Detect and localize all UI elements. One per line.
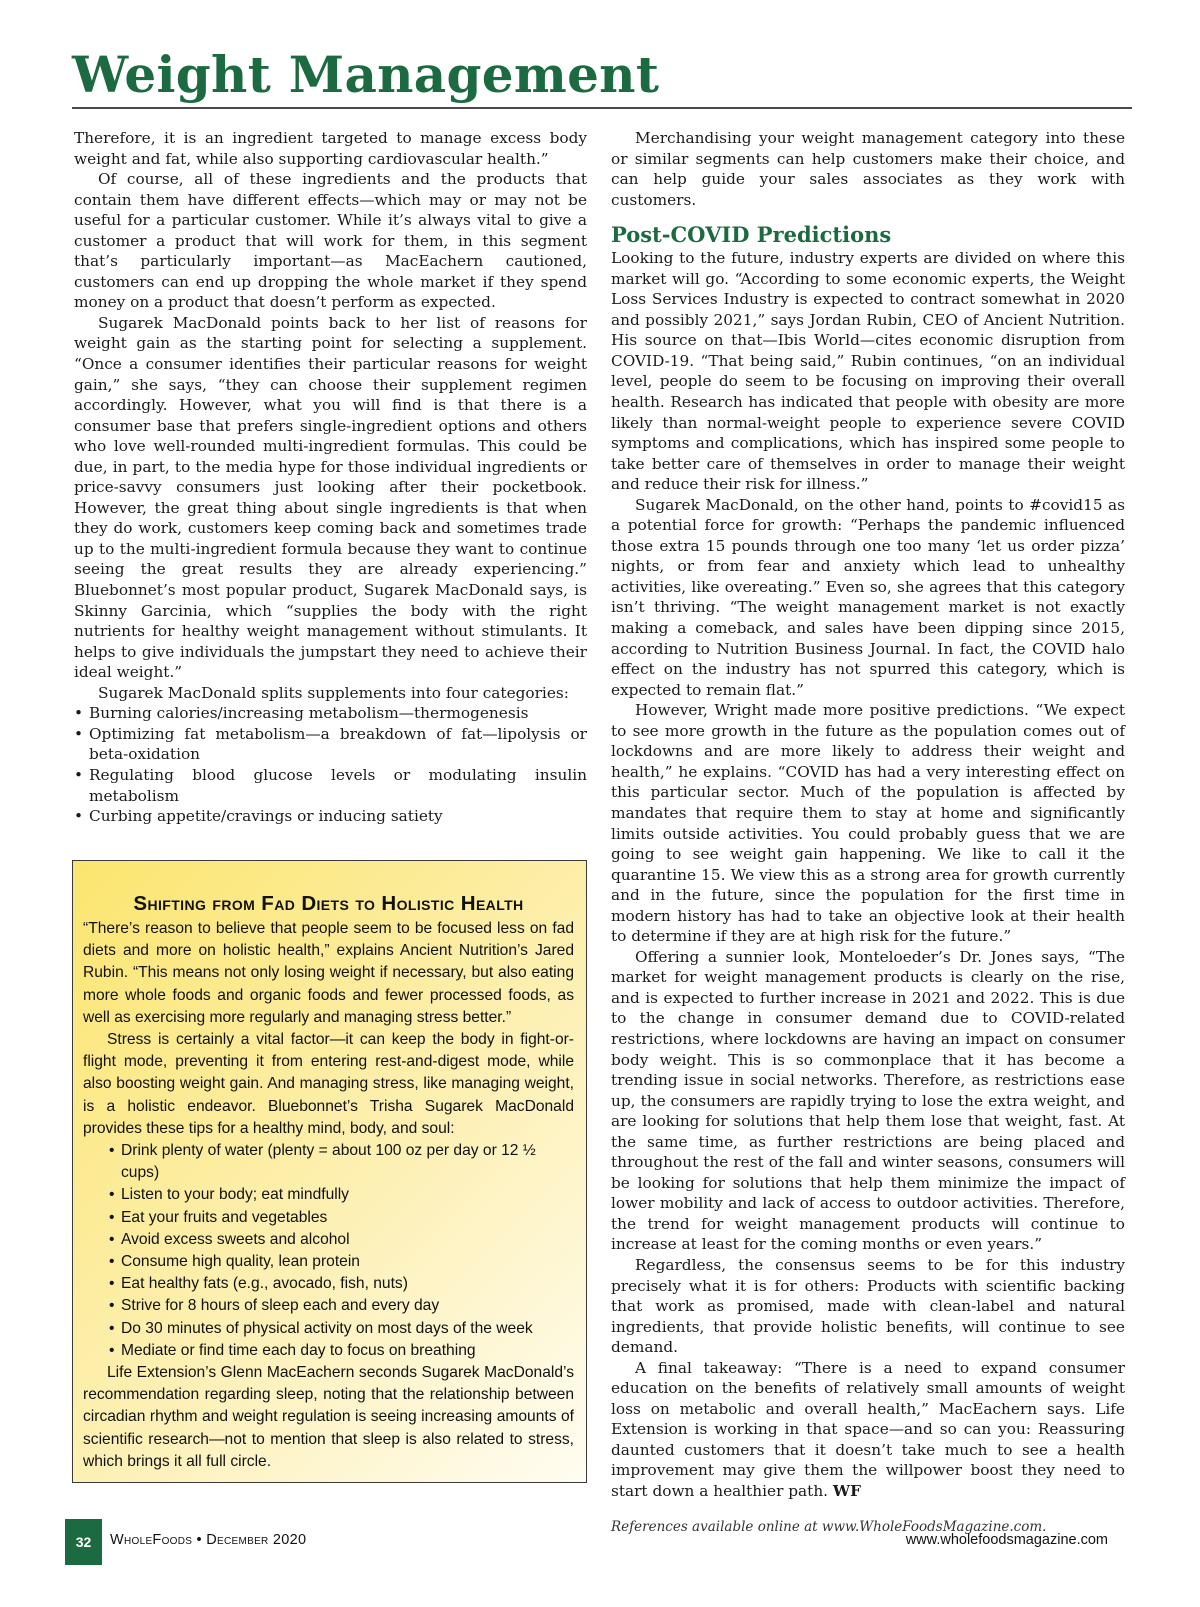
body-paragraph: Offering a sunnier look, Monteloeder’s Dr. Jones says, “The market for weight management products is clearly on the rise, and is expected to further increase in 2021 and 2022. This is due to the change in consumer demand due to COVID-related restrictions, where lockdowns are having an impact on consumer body weight. This is so commonplace that it has become a trending issue in social networks. Therefore, as restrictions ease up, the consumers are rapidly trying to lose the extra weight, and are looking for solutions that help them lose that weight, fast. At the same time, as further restrictions are being placed and throughout the rest of the fall and winter seasons, consumers will be looking for solutions that help them minimize the impact of lower mobility and lack of access to outdoor activities. Therefore, the trend for weight management products will continue to increase at least for the coming months or even years.” bbox=[611, 947, 1125, 1254]
body-paragraph: Regardless, the consensus seems to be for this industry precisely what it is for others: Products with scientific backing that work as promised, made with clean-label and natural ingredients, that provide holistic benefits, will continue to see demand. bbox=[611, 1255, 1125, 1357]
bullet-icon: • bbox=[109, 1319, 115, 1337]
section-heading: Post-COVID Predictions bbox=[611, 222, 892, 248]
bullet-icon: • bbox=[109, 1297, 115, 1315]
body-paragraph: Sugarek MacDonald points back to her list of reasons for weight gain as the starting point for selecting a supplement. “Once a consumer identifies their particular reasons for weight gain,” she says, “they can choose their supplement regimen accordingly. However, what you will find is that there is a consumer base that prefers single-ingredient options and others who love well-rounded multi-ingredient formulas. This could be due, in part, to the media hype for those individual ingredients or price-savvy consumers just looking after their pocketbook. However, the great thing about single ingredients is that when they do work, customers keep coming back and sometimes trade up to the multi-ingredient formula because they want to continue seeing the great results they are already experiencing.” Bluebonnet’s most popular product, Sugarek MacDonald says, is Skinny Garcinia, which “supplies the body with the right nutrients for healthy weight management without stimulants. It helps to give individuals the jumpstart they need to achieve their ideal weight.” bbox=[74, 313, 587, 682]
bullet-icon: • bbox=[109, 1275, 115, 1293]
final-paragraph-text: A final takeaway: “There is a need to expand consumer education on the benefits of relatively small amounts of weight loss on metabolic and overall health,” MacEachern says. Life Extension is working in that space—and so can you: Reassuring daunted customers that it doesn’t take much to see a health improvement may give them the willpower boost they need to start down a healthier path. bbox=[611, 1358, 1125, 1500]
bullet-icon: • bbox=[109, 1341, 115, 1359]
supplement-categories-list bbox=[74, 703, 587, 826]
list-item: • Avoid excess sweets and alcohol bbox=[109, 1229, 574, 1251]
body-paragraph: Therefore, it is an ingredient targeted to manage excess body weight and fat, while also supporting cardiovascular health.” bbox=[74, 129, 587, 168]
bullet-icon: • bbox=[109, 1230, 115, 1248]
sidebar-paragraph: “There’s reason to believe that people seem to be focused less on fad diets and more on holistic health,” explains Ancient Nutrition’s Jared Rubin. “This means not only losing weight if necessary, but also eating more whole foods and organic foods and fewer processed foods, as well as exercising more regularly and managing stress better.” bbox=[83, 920, 574, 1026]
bullet-icon: • bbox=[109, 1142, 115, 1160]
bullet-icon: • bbox=[74, 724, 84, 743]
body-paragraph: Sugarek MacDonald splits supplements into four categories: bbox=[98, 683, 569, 702]
bullet-icon: • bbox=[74, 704, 84, 723]
list-item: • Burning calories/increasing metabolism—thermogenesis bbox=[74, 704, 529, 723]
list-item: • Eat healthy fats (e.g., avocado, fish, nuts) bbox=[109, 1273, 574, 1295]
end-mark: WF bbox=[832, 1482, 861, 1500]
body-paragraph: However, Wright made more positive predictions. “We expect to see more growth in the future as the population comes out of lockdowns and are more likely to address their weight and health,” he explains. “COVID has had a very interesting effect on this particular sector. Much of the population is affected by mandates that require them to stay at home and significantly limits outside activities. You could probably guess that we are going to see weight gain happening. We like to call it the quarantine 15. We view this as a strong area for growth currently and in the future, since the population for the first time in modern history has had to take an objective look at their health to determine if they are at high risk for the future.” bbox=[611, 701, 1125, 946]
page-title: Weight Management bbox=[72, 45, 660, 104]
bullet-icon: • bbox=[109, 1253, 115, 1271]
sidebar-paragraph: Life Extension’s Glenn MacEachern seconds Sugarek MacDonald’s recommendation regarding sleep, noting that the relationship between circadian rhythm and weight regulation is seeing increasing amounts of scientific research—not to mention that sleep is also related to stress, which brings it all full circle. bbox=[83, 1364, 574, 1470]
bullet-icon: • bbox=[109, 1208, 115, 1226]
left-column bbox=[74, 128, 587, 827]
list-item: • Curbing appetite/cravings or inducing satiety bbox=[74, 807, 443, 826]
list-item: • Listen to your body; eat mindfully bbox=[109, 1184, 574, 1206]
list-item: • Optimizing fat metabolism—a breakdown of fat—lipolysis or beta-oxidation bbox=[74, 724, 587, 764]
sidebar-paragraph: Stress is certainly a vital factor—it can keep the body in fight-or-flight mode, preventing it from entering rest-and-digest mode, while also boosting weight gain. And managing stress, like managing weight, is a holistic endeavor. Bluebonnet’s Trisha Sugarek MacDonald provides these tips for a healthy mind, body, and soul: bbox=[83, 1031, 574, 1137]
body-paragraph bbox=[611, 1358, 1125, 1502]
right-column bbox=[611, 128, 1125, 1537]
bullet-icon: • bbox=[74, 807, 84, 826]
page-number: 32 bbox=[65, 1519, 102, 1565]
references-note: References available online at www.WholeFoodsMagazine.com. bbox=[611, 1518, 1047, 1535]
list-item: • Eat your fruits and vegetables bbox=[109, 1207, 574, 1229]
sidebar-box bbox=[72, 860, 587, 1483]
body-paragraph: Merchandising your weight management category into these or similar segments can help customers make their choice, and can help guide your sales associates as they work with customers. bbox=[611, 129, 1125, 209]
bullet-icon: • bbox=[109, 1186, 115, 1204]
bullet-icon: • bbox=[74, 765, 84, 784]
tips-list bbox=[83, 1140, 574, 1362]
list-item: • Regulating blood glucose levels or modulating insulin metabolism bbox=[74, 765, 587, 805]
list-item: • Do 30 minutes of physical activity on most days of the week bbox=[109, 1318, 574, 1340]
list-item: • Mediate or find time each day to focus on breathing bbox=[109, 1340, 574, 1362]
body-paragraph: Sugarek MacDonald, on the other hand, points to #covid15 as a potential force for growth: “Perhaps the pandemic influenced those extra 15 pounds through one too many ‘let us order pizza’ nights, or from fear and anxiety which lead to unhealthy activities, like overeating.” Even so, she agrees that this category isn’t thriving. “The weight management market is not exactly making a comeback, and sales have been dipping since 2015, according to Nutrition Business Journal. In fact, the COVID halo effect on the industry has not spurred this category, which is expected to remain flat.” bbox=[611, 495, 1125, 699]
list-item: • Consume high quality, lean protein bbox=[109, 1251, 574, 1273]
magazine-issue: WholeFoods • December 2020 bbox=[110, 1532, 307, 1548]
body-paragraph: Of course, all of these ingredients and the products that contain them have different effects—which may or may not be useful for a particular customer. While it’s always vital to give a customer a product that will work for them, in this segment that’s particularly important—as MacEachern cautioned, customers can end up dropping the whole market if they spend money on a product that doesn’t perform as expected. bbox=[74, 170, 587, 312]
body-paragraph: Looking to the future, industry experts are divided on where this market will go. “According to some economic experts, the Weight Loss Services Industry is expected to contract somewhat in 2020 and possibly 2021,” says Jordan Rubin, CEO of Ancient Nutrition. His source on that—Ibis World—cites economic disruption from COVID-19. “That being said,” Rubin continues, “on an individual level, people do seem to be focusing on improving their overall health. Research has indicated that people with obesity are more likely than normal-weight people to experience severe COVID symptoms and complications, which has inspired some people to take better care of themselves in order to manage their weight and reduce their risk for illness.” bbox=[611, 249, 1125, 494]
list-item: • Strive for 8 hours of sleep each and every day bbox=[109, 1295, 574, 1317]
title-divider bbox=[72, 107, 1132, 109]
sidebar-title: Shifting from Fad Diets to Holistic Health bbox=[133, 892, 524, 915]
list-item: • Drink plenty of water (plenty = about 100 oz per day or 12 ½ cups) bbox=[109, 1142, 536, 1182]
magazine-url: www.wholefoodsmagazine.com bbox=[905, 1532, 1108, 1548]
